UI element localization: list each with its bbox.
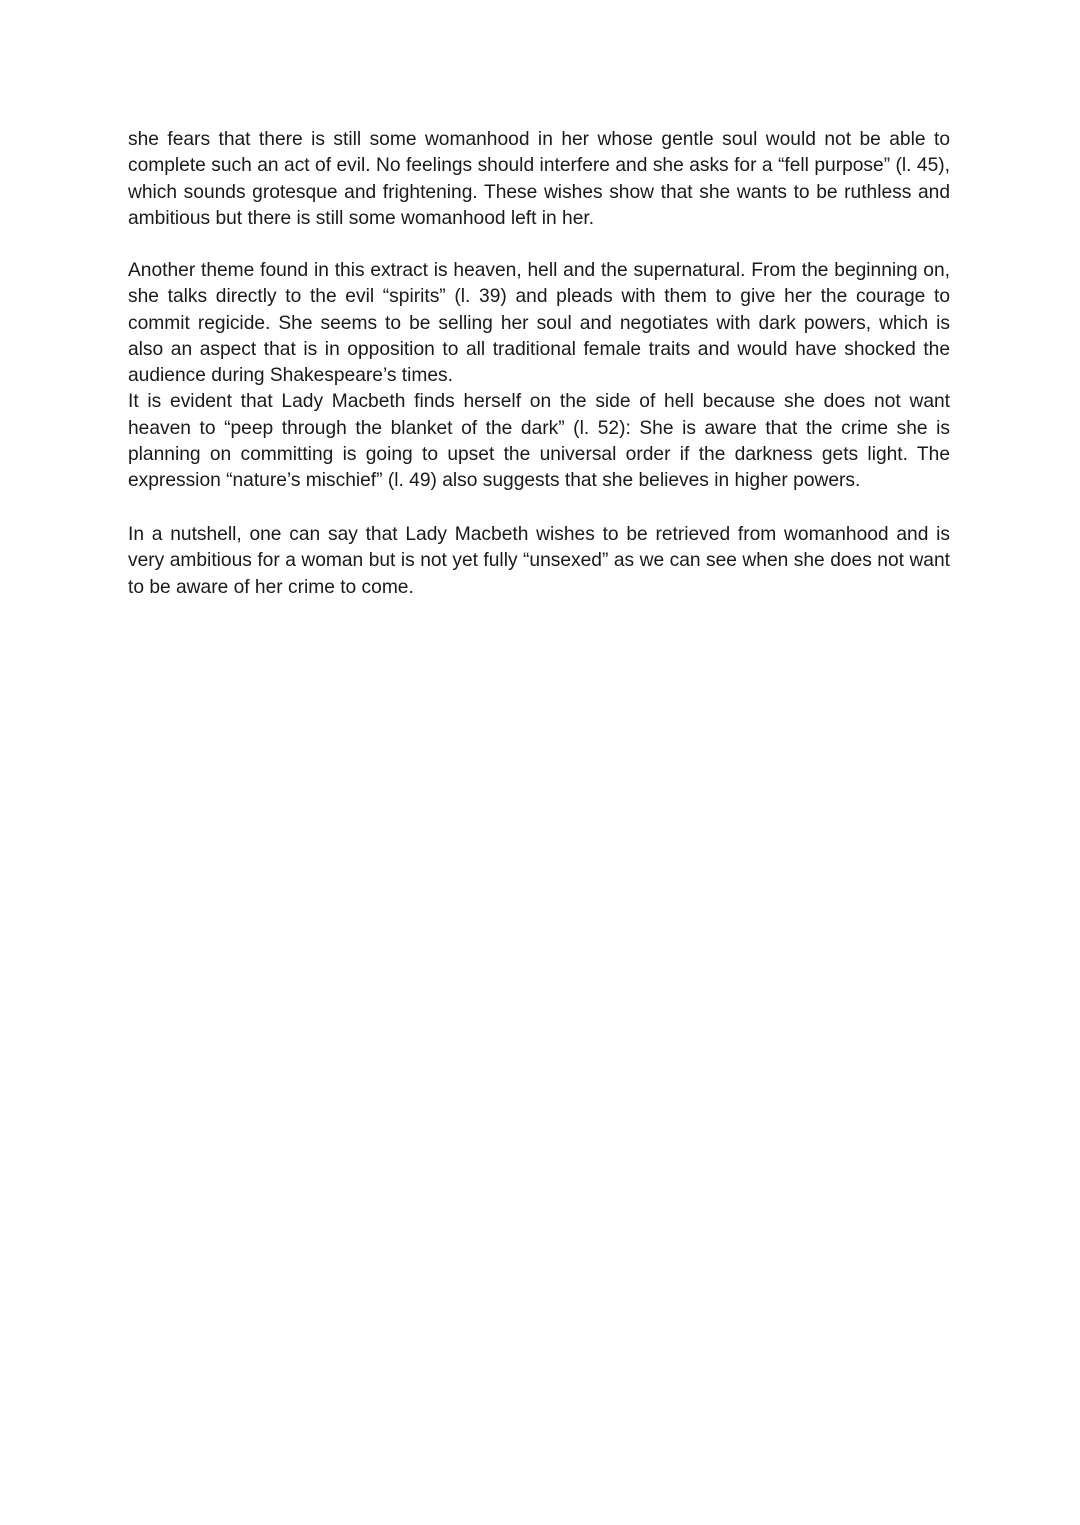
paragraph-conclusion (128, 522, 950, 601)
paragraph-supernatural-theme (128, 258, 950, 495)
paragraph-text: Another theme found in this extract is heaven, hell and the supernatural. From the beginning on, she talks directly to the evil “spirits” (l. 39) and pleads with them to give her the courage to commit regicide. She seems to be selling her soul and negotiates with dark powers, which is also an aspect that is in opposition to all traditional female traits and would have shocked the audience during Shakespeare’s times. (128, 260, 950, 387)
paragraph-text: It is evident that Lady Macbeth finds herself on the side of hell because she does not want heaven to “peep through the blanket of the dark” (l. 52): She is aware that the crime she is planning on committing is going to upset the universal order if the darkness gets light. The expression “nature’s mischief” (l. 49) also suggests that she believes in higher powers. (128, 391, 950, 492)
paragraph-continuation (128, 127, 950, 232)
paragraph-text: In a nutshell, one can say that Lady Macbeth wishes to be retrieved from womanhood and is very ambitious for a woman but is not yet fully “unsexed” as we can see when she does not want to be aware of her crime to come. (128, 524, 950, 598)
paragraph-text: she fears that there is still some womanhood in her whose gentle soul would not be able to complete such an act of evil. No feelings should interfere and she asks for a “fell purpose” (l. 45), which sounds grotesque and frightening. These wishes show that she wants to be ruthless and ambitious but there is still some womanhood left in her. (128, 129, 950, 229)
